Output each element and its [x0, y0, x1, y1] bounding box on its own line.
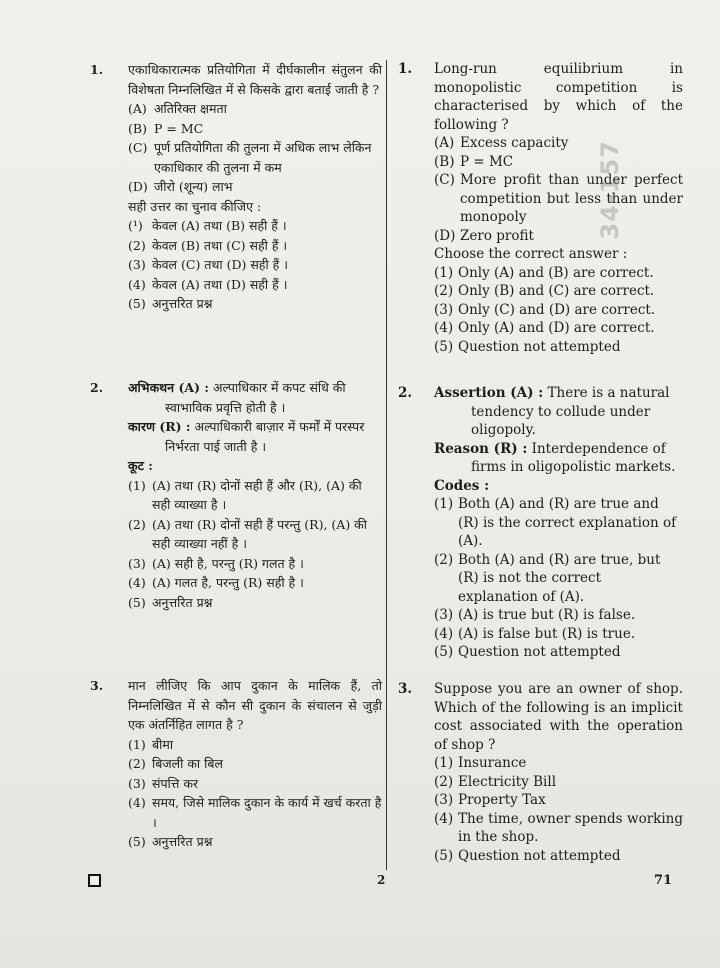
question-stem: Suppose you are an owner of shop. Which of the following is an implicit cost associated with the operation of shop ?	[434, 681, 683, 753]
option-a: (A) अतिरिक्त क्षमता	[128, 101, 227, 116]
option-a: (A) Excess capacity	[434, 135, 569, 151]
question-number: 2.	[90, 380, 104, 395]
english-question-2	[398, 384, 683, 668]
choose-instruction: Choose the correct answer :	[434, 246, 628, 262]
page-number-right: 71	[654, 873, 673, 888]
answer-5: (5) अनुत्तरित प्रश्न	[128, 834, 213, 849]
answer-3: (3) (A) is true but (R) is false.	[434, 607, 636, 623]
question-stem: Long-run equilibrium in monopolistic competition is characterised by which of the following ?	[434, 61, 683, 133]
answer-1: (¹) केवल (A) तथा (B) सही हैं ।	[128, 218, 287, 233]
english-question-1	[398, 60, 683, 370]
codes-label: कूट :	[128, 458, 153, 473]
footer-square-mark	[88, 874, 101, 887]
option-b: (B) P = MC	[128, 120, 204, 136]
choose-instruction: सही उत्तर का चुनाव कीजिए :	[128, 198, 262, 214]
assertion: अभिकथन (A) : अल्पाधिकार में कपट संधि की स्वाभाविक प्रवृत्ति होती है ।	[128, 380, 346, 415]
option-c: (C) More profit than under perfect competition but less than under monopoly	[434, 172, 683, 225]
answer-3: (3) Property Tax	[434, 792, 546, 808]
hindi-question-1	[90, 60, 382, 356]
answer-1: (1) (A) तथा (R) दोनों सही हैं और (R), (A) की सही व्याख्या है ।	[128, 477, 362, 512]
question-number: 3.	[90, 678, 104, 693]
option-b: (B) P = MC	[434, 153, 514, 170]
english-question-3	[398, 680, 683, 865]
answer-4: (4) (A) गलत है, परन्तु (R) सही है ।	[128, 575, 304, 590]
answer-1: (1) Both (A) and (R) are true and (R) is the correct explanation of (A).	[434, 496, 677, 549]
option-d: (D) Zero profit	[434, 227, 534, 244]
question-stem: एकाधिकारात्मक प्रतियोगिता में दीर्घकालीन संतुलन की विशेषता निम्नलिखित में से किसके द्वारा बताई जाती है ?	[128, 62, 382, 97]
question-stem: मान लीजिए कि आप दुकान के मालिक हैं, तो निम्नलिखित में से कौन सी दुकान के संचालन से जुड़ी एक अंतर्निहित लागत है ?	[128, 678, 382, 732]
assertion: Assertion (A) : There is a natural tendency to collude under oligopoly.	[434, 385, 670, 438]
watermark-stamp: 34-157	[596, 140, 624, 240]
answer-3: (3) Only (C) and (D) are correct.	[434, 301, 656, 318]
question-number: 2.	[398, 385, 413, 401]
answer-4: (4) Only (A) and (D) are correct.	[434, 320, 655, 336]
hindi-question-3	[90, 676, 382, 852]
answer-2: (2) Electricity Bill	[434, 773, 557, 790]
hindi-column	[90, 60, 382, 852]
answer-2: (2) (A) तथा (R) दोनों सही हैं परन्तु (R), (A) की सही व्याख्या नहीं है ।	[128, 516, 368, 551]
answer-3: (3) संपत्ति कर	[128, 775, 199, 791]
page-number-center: 2	[377, 873, 386, 887]
answer-2: (2) Both (A) and (R) are true, but (R) is not the correct explanation of (A).	[434, 551, 661, 605]
question-number: 1.	[398, 61, 413, 77]
answer-3: (3) केवल (C) तथा (D) सही हैं ।	[128, 257, 289, 272]
question-number: 3.	[398, 681, 413, 697]
answer-5: (5) Question not attempted	[434, 338, 621, 355]
answer-5: (5) अनुत्तरित प्रश्न	[128, 296, 213, 311]
answer-5: (5) Question not attempted	[434, 847, 621, 864]
answer-1: (1) बीमा	[128, 736, 174, 752]
reason: कारण (R) : अल्पाधिकारी बाज़ार में फर्मों में परस्पर निर्भरता पाई जाती है ।	[128, 419, 365, 454]
english-column	[398, 60, 683, 865]
answer-4: (4) केवल (A) तथा (D) सही हैं ।	[128, 276, 288, 292]
hindi-question-2	[90, 378, 382, 658]
option-d: (D) जीरो (शून्य) लाभ	[128, 179, 233, 194]
answer-2: (2) Only (B) and (C) are correct.	[434, 283, 655, 299]
answer-4: (4) (A) is false but (R) is true.	[434, 625, 636, 642]
answer-3: (3) (A) सही है, परन्तु (R) गलत है ।	[128, 555, 304, 571]
column-divider	[386, 60, 387, 870]
answer-4: (4) समय, जिसे मालिक दुकान के कार्य में खर्च करता है ।	[128, 795, 382, 830]
codes-label: Codes :	[434, 477, 490, 494]
answer-2: (2) केवल (B) तथा (C) सही हैं ।	[128, 237, 288, 253]
answer-2: (2) बिजली का बिल	[128, 756, 223, 771]
answer-4: (4) The time, owner spends working in the shop.	[434, 810, 683, 845]
reason: Reason (R) : Interdependence of firms in oligopolistic markets.	[434, 440, 676, 475]
answer-5: (5) अनुत्तरित प्रश्न	[128, 594, 213, 610]
option-c: (C) पूर्ण प्रतियोगिता की तुलना में अधिक लाभ लेकिन एकाधिकार की तुलना में कम	[128, 140, 372, 175]
question-number: 1.	[90, 62, 104, 77]
answer-5: (5) Question not attempted	[434, 644, 621, 660]
answer-1: (1) Insurance	[434, 755, 527, 771]
answer-1: (1) Only (A) and (B) are correct.	[434, 264, 654, 281]
